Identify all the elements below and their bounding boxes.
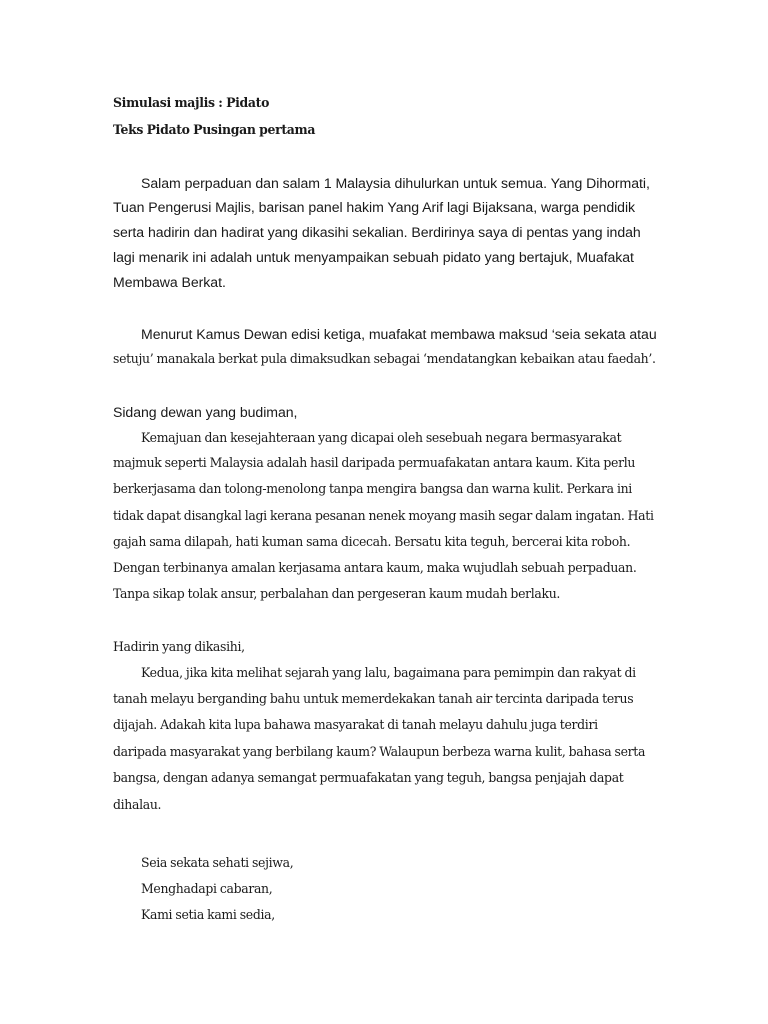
heading-title: Simulasi majlis : Pidato <box>113 95 270 111</box>
paragraph-1-line-2: Tuan Pengerusi Majlis, barisan panel hakim Yang Arif lagi Bijaksana, warga pendidik <box>113 199 636 215</box>
salutation-1: Sidang dewan yang budiman, <box>113 404 298 420</box>
paragraph-3-line-1: Kemajuan dan kesejahteraan yang dicapai oleh sesebuah negara bermasyarakat <box>141 431 622 446</box>
verse-line-3: Kami setia kami sedia, <box>141 908 275 923</box>
paragraph-4-line-6: dihalau. <box>113 798 162 813</box>
salutation-2: Hadirin yang dikasihi, <box>113 640 245 655</box>
paragraph-4-line-4: daripada masyarakat yang berbilang kaum? Walaupun berbeza warna kulit, bahasa serta <box>113 745 646 760</box>
verse-line-2: Menghadapi cabaran, <box>141 882 273 897</box>
paragraph-3-line-5: gajah sama dilapah, hati kuman sama dicecah. Bersatu kita teguh, bercerai kita roboh. <box>113 535 631 550</box>
paragraph-2-line-2: setuju’ manakala berkat pula dimaksudkan sebagai ‘mendatangkan kebaikan atau faedah’. <box>113 352 656 367</box>
paragraph-3-line-6: Dengan terbinanya amalan kerjasama antara kaum, maka wujudlah sebuah perpaduan. <box>113 561 637 576</box>
paragraph-1-line-5: Membawa Berkat. <box>113 274 226 290</box>
paragraph-4-line-5: bangsa, dengan adanya semangat permuafakatan yang teguh, bangsa penjajah dapat <box>113 771 624 786</box>
paragraph-3-line-2: majmuk seperti Malaysia adalah hasil daripada permuafakatan antara kaum. Kita perlu <box>113 456 636 471</box>
heading-subtitle: Teks Pidato Pusingan pertama <box>113 122 316 138</box>
paragraph-2-line-1: Menurut Kamus Dewan edisi ketiga, muafakat membawa maksud ‘seia sekata atau <box>141 326 657 342</box>
paragraph-1-line-4: lagi menarik ini adalah untuk menyampaikan sebuah pidato yang bertajuk, Muafakat <box>113 249 634 265</box>
paragraph-4-line-2: tanah melayu berganding bahu untuk memerdekakan tanah air tercinta daripada terus <box>113 692 634 707</box>
paragraph-3-line-4: tidak dapat disangkal lagi kerana pesanan nenek moyang masih segar dalam ingatan. Hati <box>113 509 654 524</box>
paragraph-1-line-3: serta hadirin dan hadirat yang dikasihi sekalian. Berdirinya saya di pentas yang indah <box>113 224 641 240</box>
paragraph-3-line-7: Tanpa sikap tolak ansur, perbalahan dan pergeseran kaum mudah berlaku. <box>113 587 561 602</box>
paragraph-1-line-1: Salam perpaduan dan salam 1 Malaysia dihulurkan untuk semua. Yang Dihormati, <box>141 175 650 191</box>
paragraph-3-line-3: berkerjasama dan tolong-menolong tanpa mengira bangsa dan warna kulit. Perkara ini <box>113 482 632 497</box>
verse-line-1: Seia sekata sehati sejiwa, <box>141 856 294 871</box>
paragraph-4-line-3: dijajah. Adakah kita lupa bahawa masyarakat di tanah melayu dahulu juga terdiri <box>113 718 598 733</box>
paragraph-4-line-1: Kedua, jika kita melihat sejarah yang lalu, bagaimana para pemimpin dan rakyat di <box>141 666 636 681</box>
